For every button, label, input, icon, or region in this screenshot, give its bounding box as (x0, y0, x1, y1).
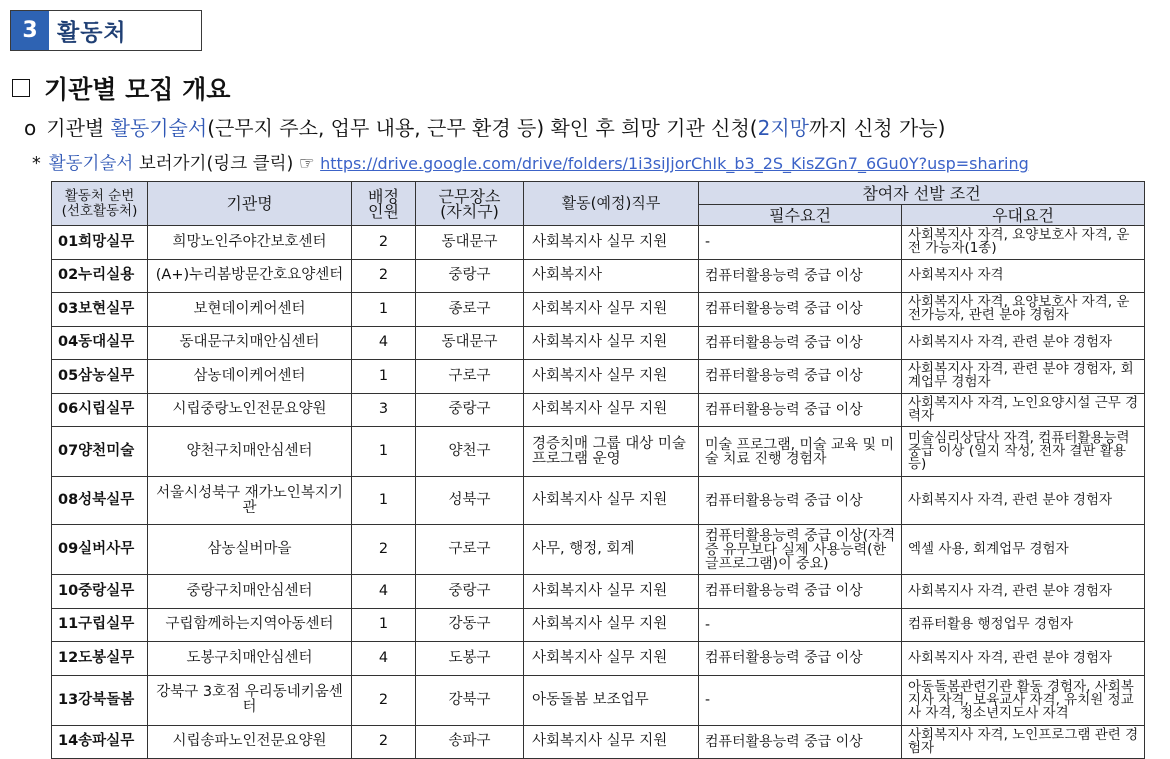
row-required: 컴퓨터활용능력 중급 이상 (699, 393, 902, 427)
row-code: 09실버사무 (52, 525, 148, 575)
row-preferred: 사회복지사 자격, 관련 분야 경험자 (902, 477, 1145, 525)
row-required: 컴퓨터활용능력 중급 이상 (699, 642, 902, 676)
row-required: 컴퓨터활용능력 중급 이상 (699, 259, 902, 293)
drive-link[interactable]: https://drive.google.com/drive/folders/1i3siJjorChIk_b3_2S_KisZGn7_6Gu0Y?usp=sharing (320, 154, 1029, 173)
row-name: 강북구 3호점 우리동네키움센터 (148, 675, 352, 725)
section-number: 3 (11, 11, 49, 50)
table-row (52, 725, 1145, 759)
row-code: 10중랑실무 (52, 575, 148, 609)
link-line (32, 150, 1029, 175)
row-duty: 사무, 행정, 회계 (524, 525, 699, 575)
intro-part2: (근무지 주소, 업무 내용, 근무 환경 등) 확인 후 희망 기관 신청( (207, 116, 758, 140)
row-district: 종로구 (416, 293, 524, 327)
row-code: 02누리실용 (52, 259, 148, 293)
table-row (52, 360, 1145, 394)
row-name: 보현데이케어센터 (148, 293, 352, 327)
row-count: 2 (352, 675, 416, 725)
row-district: 성북구 (416, 477, 524, 525)
row-district: 강북구 (416, 675, 524, 725)
row-code: 08성북실무 (52, 477, 148, 525)
row-preferred: 사회복지사 자격, 노인요양시설 근무 경력자 (902, 393, 1145, 427)
row-code: 07양천미술 (52, 427, 148, 477)
row-name: 시립송파노인전문요양원 (148, 725, 352, 759)
row-preferred: 사회복지사 자격, 관련 분야 경험자, 회계업무 경험자 (902, 360, 1145, 394)
row-district: 동대문구 (416, 226, 524, 260)
row-count: 4 (352, 575, 416, 609)
row-count: 4 (352, 642, 416, 676)
row-count: 1 (352, 608, 416, 642)
row-name: 희망노인주야간보호센터 (148, 226, 352, 260)
row-code: 05삼농실무 (52, 360, 148, 394)
table-row (52, 675, 1145, 725)
row-count: 1 (352, 293, 416, 327)
row-name: 동대문구치매안심센터 (148, 326, 352, 360)
row-duty: 사회복지사 (524, 259, 699, 293)
row-name: 서울시성북구 재가노인복지기관 (148, 477, 352, 525)
intro-highlight: 2지망 (757, 116, 809, 140)
page-heading (12, 70, 230, 106)
row-name: 시립중랑노인전문요양원 (148, 393, 352, 427)
row-count: 4 (352, 326, 416, 360)
bullet-icon: o (24, 116, 37, 140)
star-icon: * (32, 154, 41, 174)
row-preferred: 사회복지사 자격, 노인프로그램 관련 경험자 (902, 725, 1145, 759)
row-district: 중랑구 (416, 259, 524, 293)
row-required: 미술 프로그램, 미술 교육 및 미술 치료 진행 경험자 (699, 427, 902, 477)
row-preferred: 사회복지사 자격, 요양보호사 자격, 운전가능자, 관련 분야 경험자 (902, 293, 1145, 327)
row-required: 컴퓨터활용능력 중급 이상 (699, 477, 902, 525)
row-preferred: 컴퓨터활용 행정업무 경험자 (902, 608, 1145, 642)
header-location: 근무장소 (자치구) (416, 182, 524, 226)
row-duty: 사회복지사 실무 지원 (524, 477, 699, 525)
row-preferred: 사회복지사 자격, 관련 분야 경험자 (902, 326, 1145, 360)
row-count: 2 (352, 525, 416, 575)
row-count: 3 (352, 393, 416, 427)
row-district: 도봉구 (416, 642, 524, 676)
intro-part1: 기관별 (46, 116, 111, 140)
row-duty: 사회복지사 실무 지원 (524, 575, 699, 609)
row-district: 양천구 (416, 427, 524, 477)
row-code: 04동대실무 (52, 326, 148, 360)
row-name: 구립함께하는지역아동센터 (148, 608, 352, 642)
row-duty: 사회복지사 실무 지원 (524, 360, 699, 394)
link-text: 보러가기(링크 클릭) ☞ (133, 154, 321, 174)
row-required: 컴퓨터활용능력 중급 이상 (699, 326, 902, 360)
row-duty: 사회복지사 실무 지원 (524, 725, 699, 759)
row-required: 컴퓨터활용능력 중급 이상 (699, 293, 902, 327)
intro-line (24, 112, 945, 141)
row-district: 중랑구 (416, 575, 524, 609)
row-count: 1 (352, 427, 416, 477)
intro-link-word: 활동기술서 (110, 116, 208, 140)
table-row (52, 326, 1145, 360)
row-duty: 경증치매 그룹 대상 미술 프로그램 운영 (524, 427, 699, 477)
row-name: 양천구치매안심센터 (148, 427, 352, 477)
row-district: 구로구 (416, 360, 524, 394)
row-count: 2 (352, 226, 416, 260)
header-order: 활동처 순번 (선호활동처) (52, 182, 148, 226)
header-duty: 활동(예정)직무 (524, 182, 699, 226)
row-duty: 사회복지사 실무 지원 (524, 642, 699, 676)
row-count: 1 (352, 477, 416, 525)
row-name: 삼농실버마을 (148, 525, 352, 575)
row-name: 중랑구치매안심센터 (148, 575, 352, 609)
section-title: 활동처 (57, 20, 127, 46)
row-required: 컴퓨터활용능력 중급 이상 (699, 360, 902, 394)
row-code: 01희망실무 (52, 226, 148, 260)
row-district: 강동구 (416, 608, 524, 642)
header-required: 필수요건 (699, 205, 902, 226)
table-row (52, 226, 1145, 260)
table-row (52, 575, 1145, 609)
row-duty: 사회복지사 실무 지원 (524, 608, 699, 642)
table-row (52, 477, 1145, 525)
table-row (52, 259, 1145, 293)
row-name: (A+)누리봄방문간호요양센터 (148, 259, 352, 293)
row-duty: 사회복지사 실무 지원 (524, 326, 699, 360)
header-name: 기관명 (148, 182, 352, 226)
checkbox-square-icon (12, 79, 30, 97)
row-duty: 아동돌봄 보조업무 (524, 675, 699, 725)
row-district: 구로구 (416, 525, 524, 575)
row-required: - (699, 675, 902, 725)
row-preferred: 사회복지사 자격, 관련 분야 경험자 (902, 575, 1145, 609)
row-count: 1 (352, 360, 416, 394)
row-required: 컴퓨터활용능력 중급 이상(자격증 유무보다 실제 사용능력(한글프로그램)이 중요) (699, 525, 902, 575)
row-required: 컴퓨터활용능력 중급 이상 (699, 575, 902, 609)
section-header (10, 10, 202, 51)
header-conditions: 참여자 선발 조건 (699, 182, 1145, 205)
row-district: 동대문구 (416, 326, 524, 360)
row-duty: 사회복지사 실무 지원 (524, 393, 699, 427)
row-code: 06시립실무 (52, 393, 148, 427)
table-row (52, 525, 1145, 575)
row-count: 2 (352, 725, 416, 759)
row-count: 2 (352, 259, 416, 293)
row-preferred: 사회복지사 자격, 관련 분야 경험자 (902, 642, 1145, 676)
table-row (52, 393, 1145, 427)
row-name: 도봉구치매안심센터 (148, 642, 352, 676)
row-required: - (699, 608, 902, 642)
row-code: 14송파실무 (52, 725, 148, 759)
heading-text: 기관별 모집 개요 (44, 75, 231, 104)
table-row (52, 608, 1145, 642)
row-code: 03보현실무 (52, 293, 148, 327)
row-code: 13강북돌봄 (52, 675, 148, 725)
row-district: 중랑구 (416, 393, 524, 427)
row-preferred: 아동돌봄관련기관 활동 경험자, 사회복지사 자격, 보육교사 자격, 유치원 정교사 자격, 청소년지도사 자격 (902, 675, 1145, 725)
table-row (52, 427, 1145, 477)
link-label: 활동기술서 (48, 154, 134, 174)
row-preferred: 엑셀 사용, 회계업무 경험자 (902, 525, 1145, 575)
header-preferred: 우대요건 (902, 205, 1145, 226)
row-required: - (699, 226, 902, 260)
row-code: 12도봉실무 (52, 642, 148, 676)
row-duty: 사회복지사 실무 지원 (524, 293, 699, 327)
row-preferred: 사회복지사 자격, 요양보호사 자격, 운전 가능자(1종) (902, 226, 1145, 260)
header-count: 배정 인원 (352, 182, 416, 226)
row-preferred: 미술심리상담사 자격, 컴퓨터활용능력 중급 이상 (일지 작성, 전자 결판 활용 등) (902, 427, 1145, 477)
row-preferred: 사회복지사 자격 (902, 259, 1145, 293)
intro-part3: 까지 신청 가능) (808, 116, 946, 140)
row-district: 송파구 (416, 725, 524, 759)
row-required: 컴퓨터활용능력 중급 이상 (699, 725, 902, 759)
table-row (52, 293, 1145, 327)
row-duty: 사회복지사 실무 지원 (524, 226, 699, 260)
agency-table (51, 181, 1145, 759)
row-name: 삼농데이케어센터 (148, 360, 352, 394)
row-code: 11구립실무 (52, 608, 148, 642)
table-row (52, 642, 1145, 676)
